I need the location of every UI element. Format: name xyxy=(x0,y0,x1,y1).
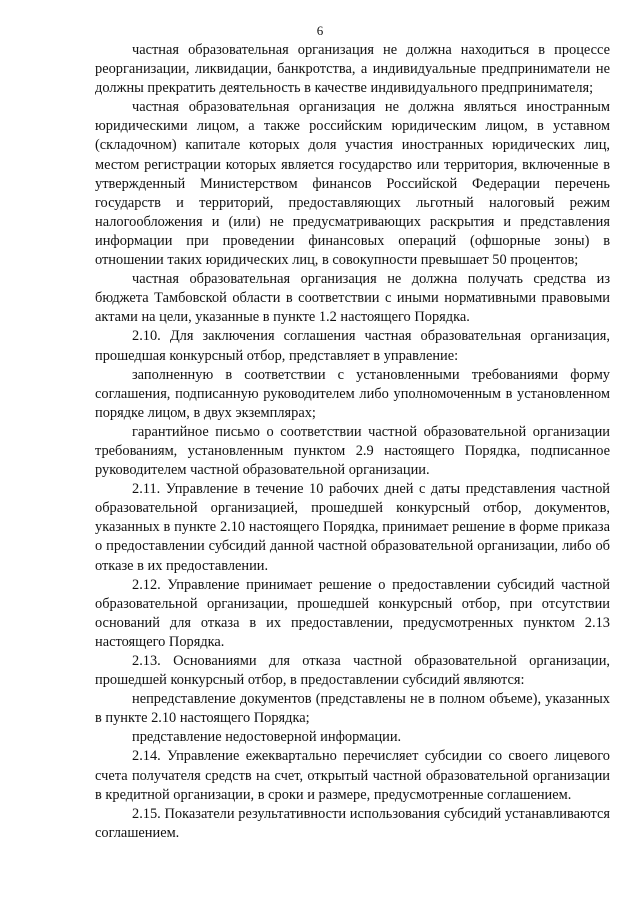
paragraph-2-15: 2.15. Показатели результативности использования субсидий устанавливаются соглашением. xyxy=(95,805,610,841)
paragraph-condition-not-foreign: частная образовательная организация не должна являться иностранным юридическими лицом, а также российским юридическим лицом, в уставном (складочном) капитале которых доля участия иностранных юридических лиц, местом регистрации которых является государство или территория, включенные в утвержденный Министерством финансов Российской Федерации перечень государств и территорий, предоставляющих льготный налоговый режим налогообложения и (или) не предусматривающих раскрытия и представления информации при проведении финансовых операций (офшорные зоны) в отношении таких юридических лиц, в совокупности превышает 50 процентов; xyxy=(95,99,610,269)
paragraph-2-14: 2.14. Управление ежеквартально перечисляет субсидии со своего лицевого счета получателя средств на счет, открытый частной образовательной организации в кредитной организации, в сроки и размере, предусмотренные соглашением. xyxy=(95,748,610,803)
paragraph-refusal-false-info: представление недостоверной информации. xyxy=(132,729,402,746)
paragraph-guarantee-letter: гарантийное письмо о соответствии частной образовательной организации требованиям, установленным пунктом 2.9 настоящего Порядка, подписанное руководителем частной образовательной организации. xyxy=(95,423,610,479)
paragraph-refusal-incomplete-docs: непредставление документов (представлены не в полном объеме), указанных в пункте 2.10 настоящего Порядка; xyxy=(95,691,610,727)
paragraph-2-13: 2.13. Основаниями для отказа частной образовательной организации, прошедшей конкурсный отбор, в предоставлении субсидий являются: xyxy=(95,653,610,689)
paragraph-condition-no-reorganization: частная образовательная организация не должна находиться в процессе реорганизации, ликвидации, банкротства, а индивидуальные предприниматели не должны прекратить деятельность в качестве индивидуального предпринимателя; xyxy=(95,42,610,97)
paragraph-2-10: 2.10. Для заключения соглашения частная образовательная организация, прошедшая конкурсный отбор, представляет в управление: xyxy=(95,328,610,364)
paragraph-2-12: 2.12. Управление принимает решение о предоставлении субсидий частной образовательной организации, прошедшей конкурсный отбор, при отсутствии оснований для отказа в их предоставлении, предусмотренных пунктом 2.13 настоящего Порядка. xyxy=(95,576,610,650)
document-body xyxy=(95,41,610,843)
paragraph-2-11: 2.11. Управление в течение 10 рабочих дней с даты представления частной образовательной организацией, прошедшей конкурсный отбор, документов, указанных в пункте 2.10 настоящего Порядка, принимает решение в форме приказа о предоставлении субсидий данной частной образовательной организации, либо об отказе в их предоставлении. xyxy=(95,481,610,574)
page-number: 6 xyxy=(316,23,324,38)
paragraph-condition-no-budget-funds: частная образовательная организация не должна получать средства из бюджета Тамбовской области в соответствии с иными нормативными правовыми актами на цели, указанные в пункте 1.2 настоящего Порядка. xyxy=(95,271,610,326)
paragraph-agreement-form: заполненную в соответствии с установленными требованиями форму соглашения, подписанную руководителем либо уполномоченным в установленном порядке лицом, в двух экземплярах; xyxy=(95,366,610,421)
